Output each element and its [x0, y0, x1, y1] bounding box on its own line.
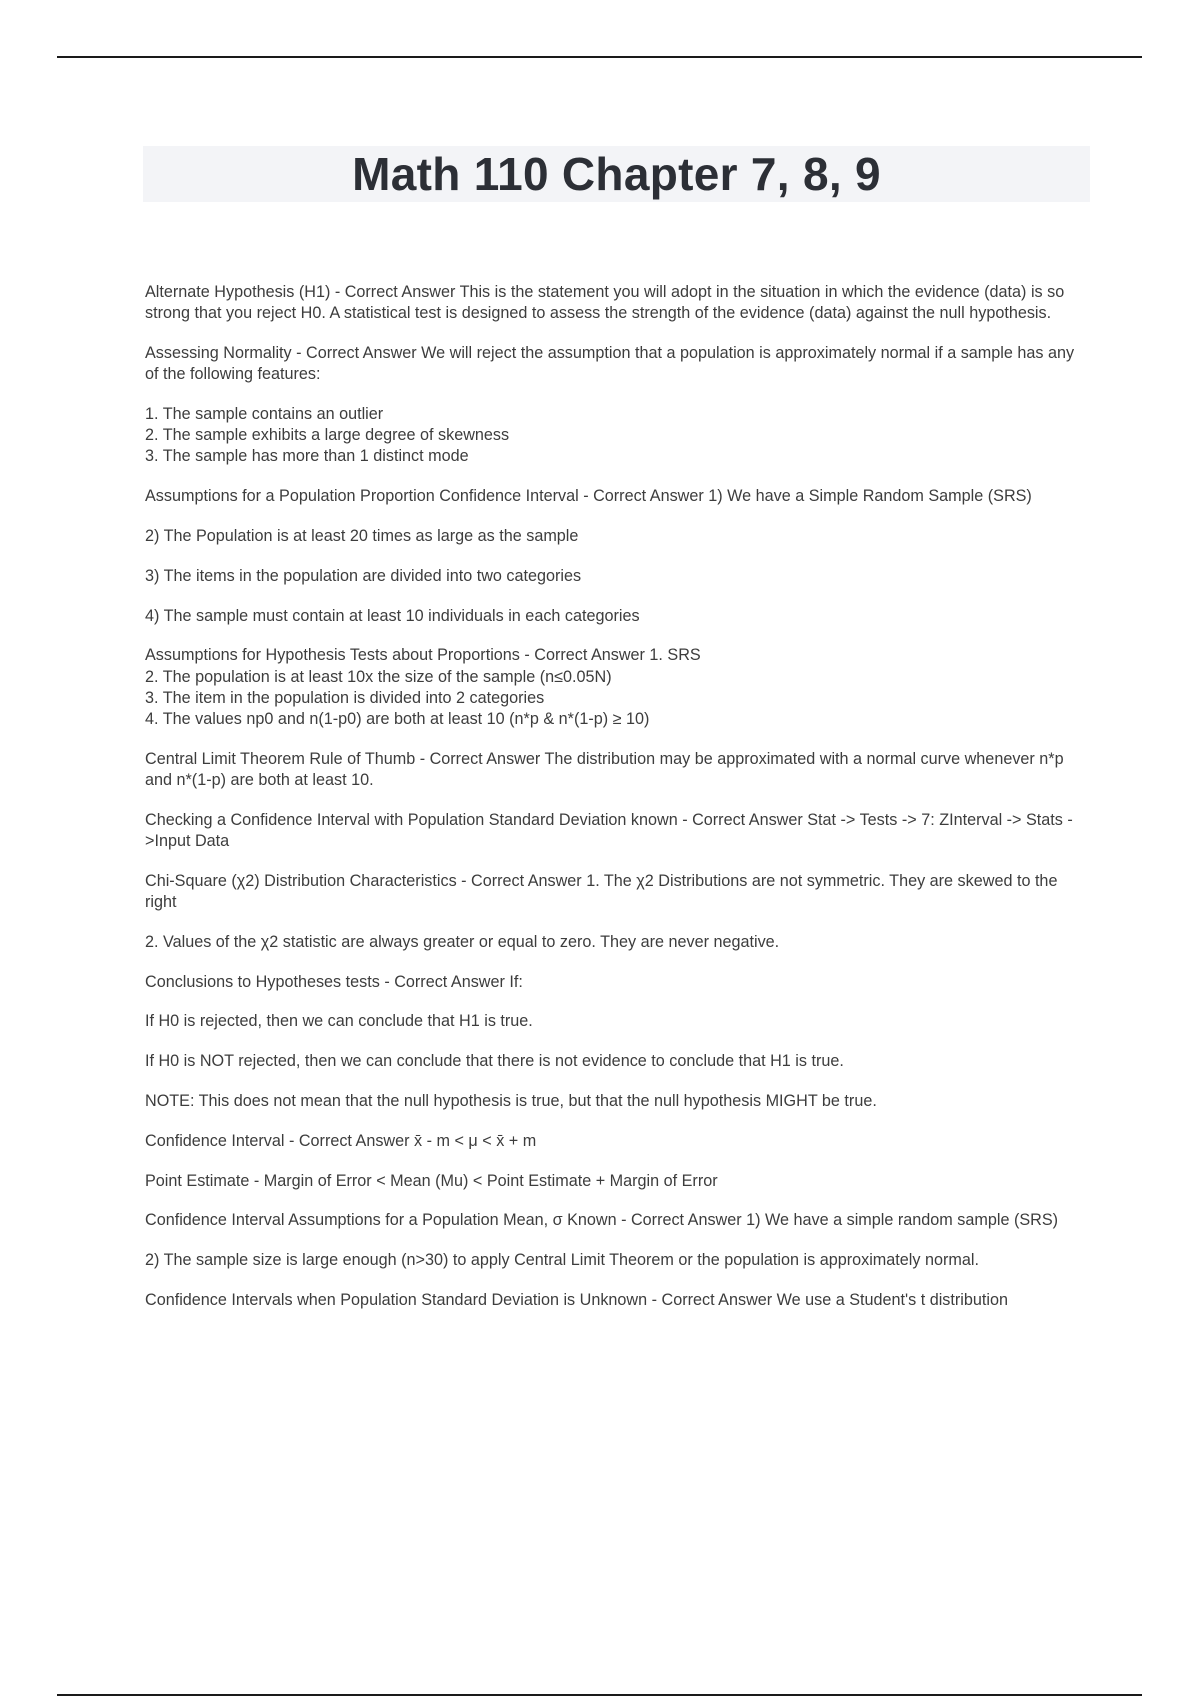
paragraph: If H0 is rejected, then we can conclude that H1 is true. [145, 1012, 533, 1031]
list-paragraph: Assumptions for Hypothesis Tests about Proportions - Correct Answer 1. SRS 2. The population is at least 10x the size of the sample (n≤0.05N) 3. The item in the population is divided into 2 categories 4. The values np0 and n(1-p0) are both at least 10 (n*p & n*(1-p) ≥ 10) [145, 646, 701, 728]
paragraph: Central Limit Theorem Rule of Thumb - Correct Answer The distribution may be approximated with a normal curve whenever n*p and n*(1-p) are both at least 10. [145, 749, 1064, 789]
paragraph: 4) The sample must contain at least 10 individuals in each categories [145, 606, 640, 625]
paragraph: Alternate Hypothesis (H1) - Correct Answer This is the statement you will adopt in the situation in which the evidence (data) is so strong that you reject H0. A statistical test is designed to assess the strength of the evidence (data) against the null hypothesis. [145, 283, 1065, 323]
paragraph: 3) The items in the population are divided into two categories [145, 566, 582, 585]
paragraph: Assessing Normality - Correct Answer We will reject the assumption that a population is approximately normal if a sample has any of the following features: [145, 344, 1075, 384]
paragraph: Chi-Square (χ2) Distribution Characteristics - Correct Answer 1. The χ2 Distributions are not symmetric. They are skewed to the right [145, 871, 1058, 911]
paragraph: 2) The sample size is large enough (n>30) to apply Central Limit Theorem or the population is approximately normal. [145, 1251, 979, 1270]
document-body [145, 282, 1090, 1330]
paragraph: If H0 is NOT rejected, then we can conclude that there is not evidence to conclude that H1 is true. [145, 1052, 844, 1071]
paragraph: Conclusions to Hypotheses tests - Correct Answer If: [145, 972, 523, 991]
paragraph: Confidence Interval - Correct Answer x̄ - m < μ < x̄ + m [145, 1131, 537, 1150]
top-rule [57, 56, 1142, 58]
paragraph: NOTE: This does not mean that the null hypothesis is true, but that the null hypothesis MIGHT be true. [145, 1091, 877, 1110]
paragraph: Confidence Intervals when Population Standard Deviation is Unknown - Correct Answer We use a Student's t distribution [145, 1290, 1008, 1309]
paragraph: 2. Values of the χ2 statistic are always greater or equal to zero. They are never negative. [145, 932, 780, 951]
list-paragraph: 1. The sample contains an outlier 2. The sample exhibits a large degree of skewness 3. The sample has more than 1 distinct mode [145, 405, 510, 466]
paragraph: 2) The Population is at least 20 times as large as the sample [145, 527, 579, 545]
paragraph: Checking a Confidence Interval with Population Standard Deviation known - Correct Answer Stat -> Tests -> 7: ZInterval -> Stats ->Input Data [145, 810, 1073, 850]
paragraph: Assumptions for a Population Proportion Confidence Interval - Correct Answer 1) We have a Simple Random Sample (SRS) [145, 487, 1032, 506]
bottom-rule [57, 1694, 1142, 1696]
paragraph: Point Estimate - Margin of Error < Mean (Mu) < Point Estimate + Margin of Error [145, 1171, 718, 1190]
paragraph: Confidence Interval Assumptions for a Population Mean, σ Known - Correct Answer 1) We have a simple random sample (SRS) [145, 1211, 1059, 1230]
title-band [143, 146, 1090, 202]
document-title: Math 110 Chapter 7, 8, 9 [352, 148, 881, 200]
